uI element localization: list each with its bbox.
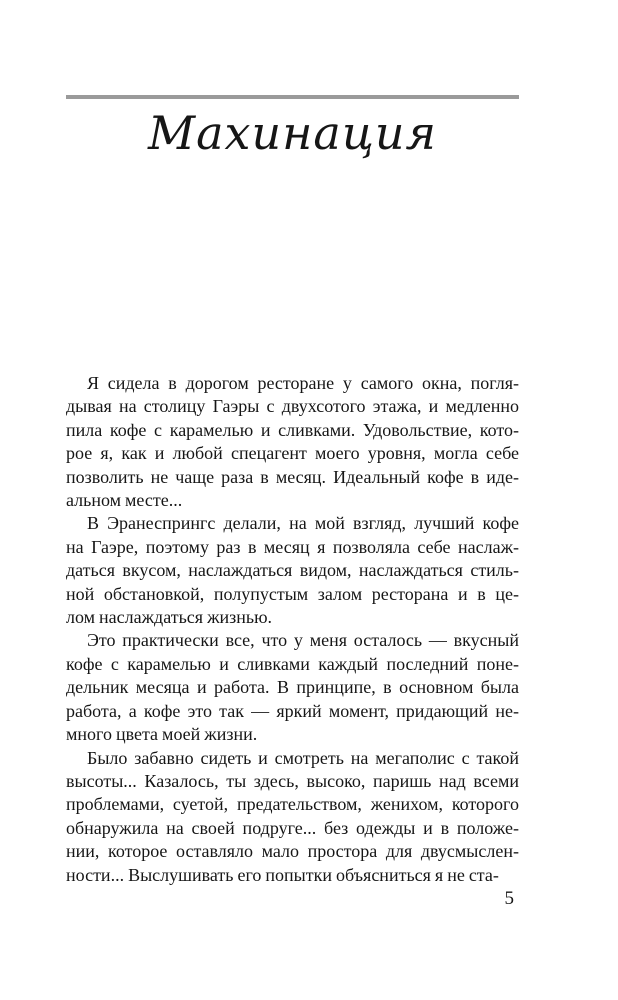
chapter-title: Махинация (148, 106, 437, 160)
text-line: лом наслаждаться жизнью. (66, 607, 273, 628)
text-line: В Эранеспрингс делали, на мой взгляд, лучший кофе (87, 513, 519, 534)
text-line: обнаружила на своей подруге... без одежды и в положе- (66, 817, 519, 838)
text-line: нии, которое оставляло мало простора для двусмыслен- (66, 841, 519, 862)
text-line: высоты... Казалось, ты здесь, высоко, паришь над всеми (66, 770, 519, 791)
text-line: работа, а кофе это так — яркий момент, придающий не- (66, 700, 519, 721)
chapter-divider-rule (66, 95, 519, 99)
text-line: ности... Выслушивать его попытки объясниться я не ста- (66, 864, 499, 885)
text-line: ной обстановкой, полупустым залом ресторана и в це- (66, 583, 519, 604)
text-line: Я сидела в дорогом ресторане у самого окна, погля- (87, 373, 519, 393)
page-number: 5 (504, 888, 514, 909)
paragraph (66, 372, 519, 512)
text-line: Это практически все, что у меня осталось — вкусный (87, 630, 519, 651)
text-line: Было забавно сидеть и смотреть на мегаполис с такой (87, 747, 519, 768)
text-line: кофе с карамелью и сливками каждый последний поне- (66, 653, 519, 674)
text-line: альном месте... (66, 490, 183, 511)
text-line: много цвета моей жизни. (66, 724, 258, 745)
text-line: даться вкусом, наслаждаться видом, наслаждаться стиль- (66, 560, 519, 581)
text-line: позволить не чаще раза в месяц. Идеальный кофе в иде- (66, 466, 519, 487)
page-text (66, 372, 519, 887)
text-line: на Гаэре, поэтому раз в месяц я позволяла себе наслаж- (66, 536, 519, 557)
text-line: проблемами, суетой, предательством, женихом, которого (66, 794, 519, 815)
paragraph (66, 747, 519, 887)
paragraph (66, 512, 519, 629)
text-line: рое я, как и любой спецагент моего уровня, могла себе (66, 443, 519, 464)
text-line: дывая на столицу Гаэры с двухсотого этажа, и медленно (66, 396, 519, 417)
paragraph (66, 629, 519, 746)
text-line: дельник месяца и работа. В принципе, в основном была (66, 677, 519, 698)
text-line: пила кофе с карамелью и сливками. Удовольствие, кото- (66, 419, 519, 440)
